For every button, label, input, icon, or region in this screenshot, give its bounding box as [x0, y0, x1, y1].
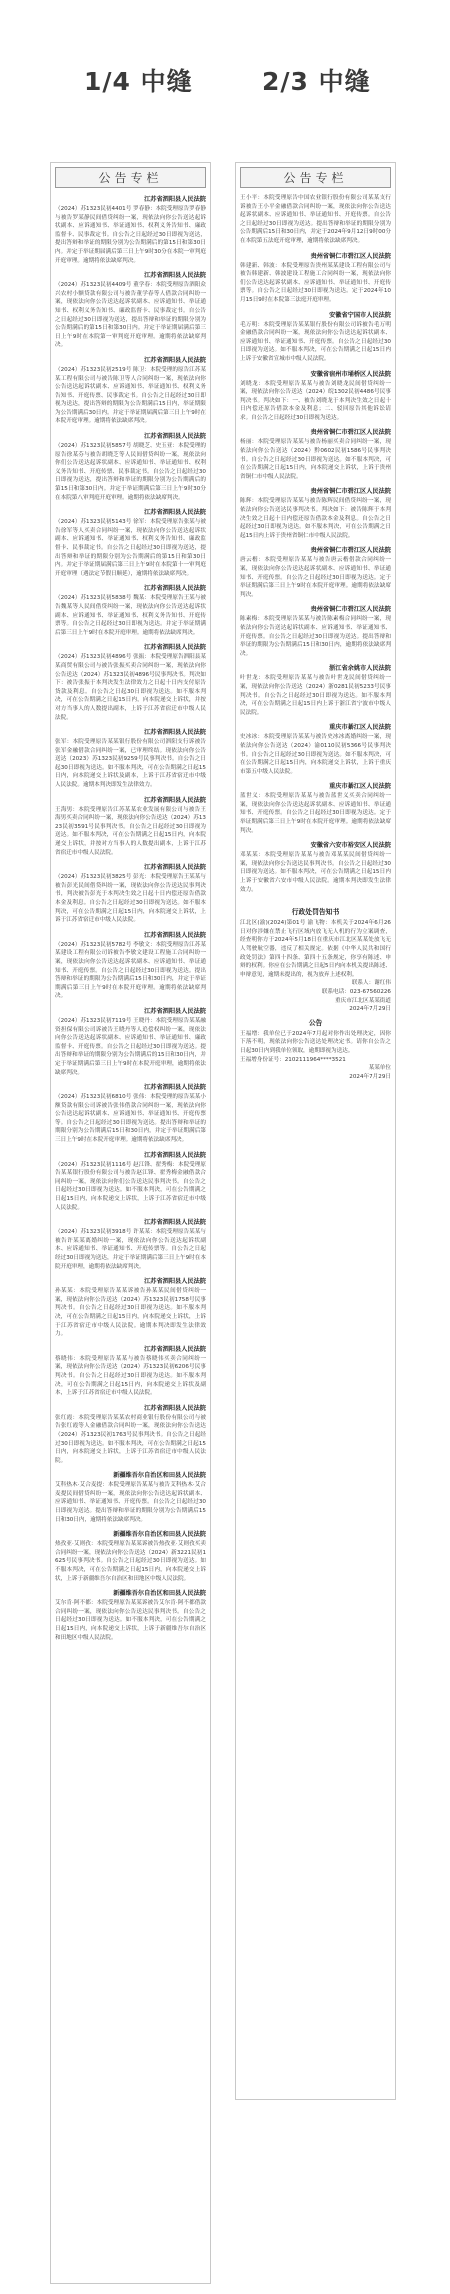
notice-item	[240, 840, 391, 894]
admin-penalty-title: 行政处罚告知书	[291, 908, 340, 917]
notice-text: （2024）苏1323民初4409号 董学春：本院受理原告泗阳众兴农村小额贷款有限公司与被告董学春等人借款合同纠纷一案，现依法向你公告送达起诉状副本、应诉通知书、举证通知书、权利义务告知书、廉政监督卡、民事裁定书。自公告之日起经过30日即视为送达，提出答辩和举证的期限分别为公告期满后的第15日和第30日内。并定于举证期届满后第三日上午9时在本院第一审判庭开庭审理。逾期将依法缺席判决。	[55, 282, 206, 349]
notice-court: 安徽省宿州市埇桥区人民法院	[310, 370, 391, 378]
notice-item	[55, 1082, 206, 1145]
notice-text: 张军：本院受理原告某某银行股份有限公司泗阳支行诉被告张军金融借款合同纠纷一案，已审理终结。现依法向你公告送达（2023）苏1323民初9259号民事判决书。自公告之日起30日即视为送达。如不服本判决，可在公告期满之日起15日内，向本院递交上诉状及副本，上诉于江苏省宿迁市中级人民法院。逾期本判决即发生法律效力。	[55, 739, 206, 789]
left-notice-list	[51, 192, 210, 1649]
notice-item	[55, 1588, 206, 1642]
notice-text: （2024）苏1323民初1116号 赵江锋、翟秀梅：本院受理原告某某银行股份有限公司与被告赵江锋、翟秀梅金融借款合同纠纷一案，现依法向你们公告送达民事判决书。自公告之日起经过30日即视为送达。如不服本判决，可在公告期满之日起15日内，向本院递交上诉状，上诉于江苏省宿迁市中级人民法院。	[55, 1161, 206, 1211]
notice-text: 艾科热木·艾合麦提：本院受理原告某某与被告艾科热木·艾合麦提民间借贷纠纷一案，现依法向你公告送达起诉状副本、应诉通知书、举证通知书、开庭传票。自公告之日起经过30日即视为送达。提出答辩和举证的期限分别为公告期满后15日和30日内，逾期将依法缺席判决。	[55, 1482, 206, 1523]
notice-court: 重庆市綦江区人民法院	[329, 724, 391, 732]
left-notice-column	[50, 162, 211, 2284]
notice-text: 张红霞：本院受理原告某某农村商业银行股份有限公司与被告张红霞等人金融借款合同纠纷一案，现依法向你公告送达（2024）苏1323民初1763号民事判决书。自公告之日起经过30日即视为送达。如不服本判决，可在公告期满之日起15日内，向本院递交上诉状，上诉于江苏省宿迁市中级人民法院。	[55, 1414, 206, 1464]
notice-item	[55, 795, 206, 858]
notice-text: （2024）苏1323民初5143号 徐军：本院受理原告张某与被告徐军等人买卖合同纠纷一案，现依法向你公告送达起诉状副本、应诉通知书、举证通知书、权利义务告知书、廉政监督卡、民事裁定书。自公告之日起经过30日即视为送达，提出答辩和举证的期限分别为公告期满后的第15日和第30日内。并定于举证期届满后第三日上午9时在本院第十一审判庭开庭审理（遇法定节假日顺延），逾期将依法缺席判决。	[55, 519, 206, 577]
notice-court: 江苏省泗阳县人民法院	[144, 433, 206, 441]
left-column-banner: 公告专栏	[55, 167, 206, 188]
notice-court: 安徽省宁国市人民法院	[329, 311, 391, 319]
notice-court: 江苏省泗阳县人民法院	[144, 272, 206, 280]
notice-text: （2024）苏1323民初5857号 胡晓芝、史玉亚：本院受理的原告徐某芬与被告胡晓芝等人民间借贷纠纷一案，现依法向你们公告送达起诉状副本、应诉通知书、举证通知书、权利义务告知书、开庭传票、民事裁定书。自公告之日起经过30日即视为送达，提出答辩和举证的期限分别为公告期满后的第15日和第30日内。并定于举证期满后第三日上午9时30分在本院第八审判庭开庭审理。逾期将依法缺席判决。	[55, 443, 206, 501]
notice-text: （2024）苏1323民初4896号 张振：本院受理原告泗阳县某某商贸有限公司与被告张振买卖合同纠纷一案，现依法向你公告送达（2024）苏1323民初4896号民事判决书。判决如下：被告张振于本判决发生法律效力之日起十日内支付原告货款及利息。自公告之日起30日即视为送达。如不服本判决，可在公告期满之日起15日内，向本院递交上诉状，并按对方当事人的人数提出副本，上诉于江苏省宿迁市中级人民法院。	[55, 654, 206, 721]
notice-item	[240, 604, 391, 658]
notice-text: 陈辉：本院受理原告某某与被告陈辉民间借贷纠纷一案，现依法向你公告送达民事判决书。判决如下：被告陈辉于本判决生效之日起十日内偿还原告借款本金及利息。自公告之日起经过30日即视为送达。如不服本判决，可在公告期满之日起15日内上诉于贵州省铜仁市中级人民法院。	[240, 498, 391, 539]
admin-penalty-section	[236, 901, 395, 1083]
notice-item	[240, 310, 391, 364]
right-notice-column	[235, 162, 396, 2100]
notice-text: 艾尔肯·阿不都：本院受理原告某某诉被告艾尔肯·阿不都借款合同纠纷一案，现依法向你公告送达民事判决书。自公告之日起经过30日即视为送达。如不服本判决，可在公告期满之日起15日内，向本院递交上诉状，上诉于新疆维吾尔自治区和田地区中级人民法院。	[55, 1600, 206, 1641]
notice-item	[55, 930, 206, 1001]
general-notice-text: 王福增：我单位已于2024年7月起对你作出处理决定，因你下落不明，现依法向你公告送达处理决定书。请你自公告之日起30日内到我单位领取，逾期即视为送达。 王福增身份证号：2102111964****3521	[240, 1030, 391, 1063]
notice-court: 安徽省六安市裕安区人民法院	[310, 842, 391, 850]
notice-item	[240, 369, 391, 423]
notice-court: 江苏省泗阳县人民法院	[144, 796, 206, 804]
notice-text: 蓝世义：本院受理原告某某与被告蓝世义买卖合同纠纷一案，现依法向你公告送达起诉状副本、应诉通知书、举证通知书、开庭传票。自公告之日起经过30日即视为送达。定于举证期满后第三日上午9时在本院开庭审理。逾期将依法缺席判决。	[240, 793, 391, 834]
notice-court: 江苏省泗阳县人民法院	[144, 644, 206, 652]
notice-text: （2024）苏1323民初7119号 王晓丹：本院受理原告某某融资担保有限公司诉被告王晓丹等人追偿权纠纷一案，现依法向你公告送达起诉状副本、应诉通知书、举证通知书、廉政监督卡、开庭传票。自公告之日起经过30日即视为送达。提出答辩和举证的期限分别为公告期满后的15日和30日内，并定于举证期满后第三日上午9时在本院开庭审理，逾期将依法缺席判决。	[55, 1017, 206, 1076]
notice-text: 王小平：本院受理原告中国农业银行股份有限公司某某支行诉被告王小平金融借款合同纠纷一案，现依法向你公告送达起诉状副本、应诉通知书、举证通知书、开庭传票。自公告之日起经过30日即视为送达。提出答辩和举证的期限分别为公告期满后15日和30日内，并定于2024年9月12日9时00分在本院第五法庭开庭审理，逾期将依法缺席判决。	[240, 195, 391, 244]
notice-court: 浙江省余姚市人民法院	[329, 665, 391, 673]
notice-item	[55, 1006, 206, 1077]
notice-text: 毛万明：本院受理原告某某银行股份有限公司诉被告毛万明金融借款合同纠纷一案，现依法向你公告送达起诉状副本、应诉通知书、举证通知书、开庭传票。自公告之日起经过30日即视为送达。如不服本判决，可在公告期满之日起15日内上诉于安徽省宣城市中级人民法院。	[240, 321, 391, 362]
notice-court: 江苏省泗阳县人民法院	[144, 356, 206, 364]
notice-court: 江苏省泗阳县人民法院	[144, 1404, 206, 1412]
general-notice-title: 公告	[308, 1018, 323, 1027]
notice-court: 贵州省铜仁市碧江区人民法院	[310, 252, 391, 260]
notice-court: 江苏省泗阳县人民法院	[144, 1345, 206, 1353]
notice-item	[240, 781, 391, 835]
notice-court: 江苏省泗阳县人民法院	[144, 864, 206, 872]
admin-penalty-text: 江北区(渝)(2024)第01号 渝飞物：本机关于2024年6月26日对你涉嫌在禁止飞行区域内放飞无人机的行为立案调查，经查明你方于2024年5月18日在重庆市江北区某某处放飞无人驾驶航空器，违反了相关规定。依据《中华人民共和国行政处罚法》第四十四条、第四十五条规定，你享有陈述、申辩的权利。你应在公告期满之日起5日内向本机关提出陈述、申辩意见，逾期未提出的，视为放弃上述权利。	[240, 920, 391, 978]
notice-text: 陈素梅：本院受理原告某某与被告陈素梅合同纠纷一案，现依法向你公告送达起诉状副本、应诉通知书、举证通知书、开庭传票。自公告之日起经过30日即视为送达。提出答辩和举证的期限为公告期满后15日和30日内，逾期将依法缺席判决。	[240, 616, 391, 657]
notice-item	[240, 663, 391, 717]
notice-item	[55, 1344, 206, 1398]
notice-court: 江苏省泗阳县人民法院	[144, 196, 206, 203]
notice-text: （2024）苏1323民初5782号 李敏文：本院受理原告江苏某某建设工程有限公司诉被告李敏文建设工程施工合同纠纷一案，现依法向你公告送达起诉状副本、应诉通知书、举证通知书、开庭传票。自公告之日起经过30日即视为送达。提出答辩和举证的期限为公告期满后15日和30日内，并定于举证期满后第三日上午9时在本院开庭审理。逾期将依法缺席判决。	[55, 941, 206, 1000]
notice-text: 邓某某：本院受理原告某某与被告邓某某民间借贷纠纷一案，现依法向你公告送达民事判决书。自公告之日起经过30日即视为送达。如不服本判决，可在公告期满之日起15日内上诉于安徽省六安市中级人民法院。逾期本判决即发生法律效力。	[240, 852, 391, 893]
notice-court: 江苏省泗阳县人民法院	[144, 729, 206, 737]
notice-item	[55, 194, 206, 265]
notice-item	[55, 727, 206, 790]
notice-item	[55, 1150, 206, 1213]
notice-item	[240, 722, 391, 776]
notice-text: 叶世龙：本院受理原告某某与被告叶世龙民间借贷纠纷一案，现依法向你公告送达（2024）浙0281民初5233号民事判决书。自公告之日起经过30日即视为送达。如不服本判决，可在公告期满之日起15日内上诉于浙江省宁波市中级人民法院。	[240, 675, 391, 716]
notice-text: 热孜亚·艾则孜：本院受理原告某某诉被告热孜亚·艾则孜买卖合同纠纷一案，现依法向你公告送达（2024）新3221民初1625号民事判决书。自公告之日起经过30日即视为送达。如不服本判决，可在公告期满之日起15日内，向本院递交上诉状，上诉于新疆维吾尔自治区和田地区中级人民法院。	[55, 1541, 206, 1582]
notice-court: 贵州省铜仁市碧江区人民法院	[310, 488, 391, 496]
notice-text: （2024）苏1323民初3825号 彭光：本院受理原告王某某与被告彭光民间借贷纠纷一案，现依法向你公告送达民事判决书，判决被告彭光于本判决生效之日起十日内偿还原告借款本金及利息。自公告之日起经过30日即视为送达。如不服本判决，可在公告期满之日起15日内，向本院递交上诉状，上诉于江苏省宿迁市中级人民法院。	[55, 874, 206, 924]
notice-item	[55, 642, 206, 722]
notice-item	[55, 270, 206, 350]
notice-item	[55, 1470, 206, 1524]
notice-item	[240, 486, 391, 540]
notice-court: 贵州省铜仁市碧江区人民法院	[310, 429, 391, 437]
right-notice-list	[236, 192, 395, 901]
notice-item	[240, 251, 391, 305]
notice-court: 江苏省泗阳县人民法院	[144, 931, 206, 939]
notice-court: 新疆维吾尔自治区和田县人民法院	[113, 1590, 206, 1598]
notice-item	[55, 1217, 206, 1271]
notice-court: 江苏省泗阳县人民法院	[144, 1151, 206, 1159]
notice-item	[55, 1403, 206, 1466]
notice-court: 重庆市綦江区人民法院	[329, 783, 391, 791]
notice-text: （2024）苏1323民初5838号 魏某：本院受理原告王某与被告魏某等人民间借贷纠纷一案，现依法向你公告送达起诉状副本、应诉通知书、举证通知书、权利义务告知书、开庭传票等。自公告之日起经过30日即视为送达。并定于举证期满后第三日上午9时在本院开庭审理。逾期将依法缺席判决。	[55, 595, 206, 636]
notice-text: 王海男：本院受理原告江苏某某农业发展有限公司与被告王海男买卖合同纠纷一案，现依法向你公告送达（2024）苏1323民初3591号民事判决书。自公告之日起经过30日即视为送达。如不服本判决，可在公告期满之日起15日内，向本院递交上诉状，并按对方当事人的人数提出副本，上诉于江苏省宿迁市中级人民法院。	[55, 806, 206, 856]
notice-item	[240, 427, 391, 481]
notice-item	[55, 431, 206, 502]
notice-text: （2024）苏1323民初2519号 陈卫：本院受理的原告江苏某某工程有限公司与被告陈卫等人合同纠纷一案，现依法向你公告送达起诉状副本、应诉通知书、举证通知书、权利义务告知书、开庭传票、民事裁定书。自公告之日起经过30日即视为送达，提出答辩的期限为公告期满后15日内，举证期限为公告期满后30日内。并定于举证期届满后第三日上午9时在本院开庭审理。逾期将依法缺席判决。	[55, 366, 206, 425]
page-header	[0, 0, 450, 132]
notice-item	[55, 1529, 206, 1583]
notice-court: 江苏省泗阳县人民法院	[144, 1084, 206, 1092]
right-column-banner: 公告专栏	[240, 167, 391, 188]
notice-court: 新疆维吾尔自治区和田县人民法院	[113, 1531, 206, 1539]
notice-text: 唐云楷：本院受理原告某某与被告唐云楷借款合同纠纷一案，现依法向你公告送达起诉状副本、应诉通知书、举证通知书、开庭传票。自公告之日起经过30日即视为送达。定于举证期满后第三日上午9时在本院开庭审理。逾期将依法缺席判决。	[240, 557, 391, 598]
notice-item	[55, 355, 206, 426]
admin-penalty-signature: 联系人：谢红伟 联系电话：023-67560226 重庆市江北区某某街道 2024年7月29日	[321, 980, 391, 1013]
notice-text: 杨丽：本院受理原告某某与被告杨丽买卖合同纠纷一案，现依法向你公告送达（2024）黔0602民初1586号民事判决书。自公告之日起经过30日即视为送达。如不服本判决，可在公告期满之日起15日内，向本院递交上诉状，上诉于贵州省铜仁市中级人民法院。	[240, 439, 391, 480]
notice-text: （2024）苏1323民初3918号 许某某：本院受理原告某某与被告许某某离婚纠纷一案，现依法向你公告送达起诉状副本、应诉通知书、举证通知书、开庭传票等。自公告之日起经过30日即视为送达，并定于举证期满后第三日上午9时在本院开庭审理，逾期将依法缺席判决。	[55, 1229, 206, 1270]
notice-item	[240, 194, 391, 246]
notice-court: 贵州省铜仁市碧江区人民法院	[310, 606, 391, 614]
notice-text: 韩建新、韩波：本院受理原告贵州某某建设工程有限公司与被告韩建新、韩波建设工程施工合同纠纷一案，现依法向你们公告送达起诉状副本、应诉通知书、举证通知书、开庭传票等。自公告之日起经过30日即视为送达。定于2024年10月15日9时在本院第三法庭开庭审理。	[240, 262, 391, 303]
notice-court: 江苏省泗阳县人民法院	[144, 1219, 206, 1227]
notice-court: 贵州省铜仁市碧江区人民法院	[310, 547, 391, 555]
notice-text: 孙某某：本院受理原告某某诉被告孙某某民间借贷纠纷一案，现依法向你公告送达（2024）苏1323民初1758号民事判决书。自公告之日起经过30日即视为送达。如不服本判决，可在公告期满之日起15日内，向本院递交上诉状，上诉于江苏省宿迁市中级人民法院。逾期本判决即发生法律效力。	[55, 1288, 206, 1338]
notice-court: 新疆维吾尔自治区和田县人民法院	[113, 1472, 206, 1480]
notice-text: 刘晓龙：本院受理原告某某与被告刘晓龙民间借贷纠纷一案，现依法向你公告送达（2024）皖1302民初4486号民事判决书。判决如下：一、被告刘晓龙于本判决生效之日起十日内偿还原告借款本金及利息；二、驳回原告其他诉讼请求。自公告之日起经过30日即视为送达。	[240, 380, 391, 421]
notice-item	[240, 545, 391, 599]
notice-item	[55, 862, 206, 925]
notice-text: 史冰冰：本院受理原告某某与被告史冰冰离婚纠纷一案，现依法向你公告送达（2024）渝0110民初5366号民事判决书。自公告之日起经过30日即视为送达。如不服本判决，可在公告期满之日起15日内，向本院递交上诉状，上诉于重庆市第五中级人民法院。	[240, 734, 391, 775]
left-fold-label: 1/4 中缝	[84, 67, 193, 96]
notice-court: 江苏省泗阳县人民法院	[144, 1007, 206, 1015]
notice-court: 江苏省泗阳县人民法院	[144, 509, 206, 517]
notice-item	[55, 1276, 206, 1339]
notice-court: 江苏省泗阳县人民法院	[144, 1278, 206, 1286]
notice-court: 江苏省泗阳县人民法院	[144, 585, 206, 593]
right-fold-label: 2/3 中缝	[262, 67, 371, 96]
notice-text: （2024）苏1323民初6810号 张伟：本院受理的原告某某小额贷款有限公司诉被告张伟借款合同纠纷一案，现依法向你公告送达起诉状副本、应诉通知书、举证通知书、开庭传票等。自公告之日起经过30日即视为送达。提出答辩和举证的期限分别为公告期满后15日和30日内，并定于举证期满后第三日上午9时在本院开庭审理。逾期将依法缺席判决。	[55, 1094, 206, 1144]
general-notice-signature: 某某单位 2024年7月29日	[349, 1065, 391, 1080]
notice-item	[55, 583, 206, 637]
notice-text: 蔡晓伟：本院受理原告某某与被告蔡晓伟买卖合同纠纷一案，现依法向你公告送达（2024）苏1323民初6206号民事判决书。自公告之日起经过30日即视为送达。如不服本判决，可在公告期满之日起15日内，向本院递交上诉状及副本，上诉于江苏省宿迁市中级人民法院。	[55, 1355, 206, 1397]
notice-text: （2024）苏1323民初4401号 罗春静：本院受理原告罗春静与被告罗某静民间借贷纠纷一案，现依法向你公告送达起诉状副本、应诉通知书、举证通知书、权利义务告知书、廉政监督卡、民事裁定书。自公告之日起经过30日即视为送达，提出答辩和举证的期限分别为公告期满后的第15日和第30日内。并定于举证期届满后第三日上午9时30分在本院一审判庭开庭审理。逾期将依法缺席判决。	[55, 206, 206, 264]
notice-item	[55, 507, 206, 578]
